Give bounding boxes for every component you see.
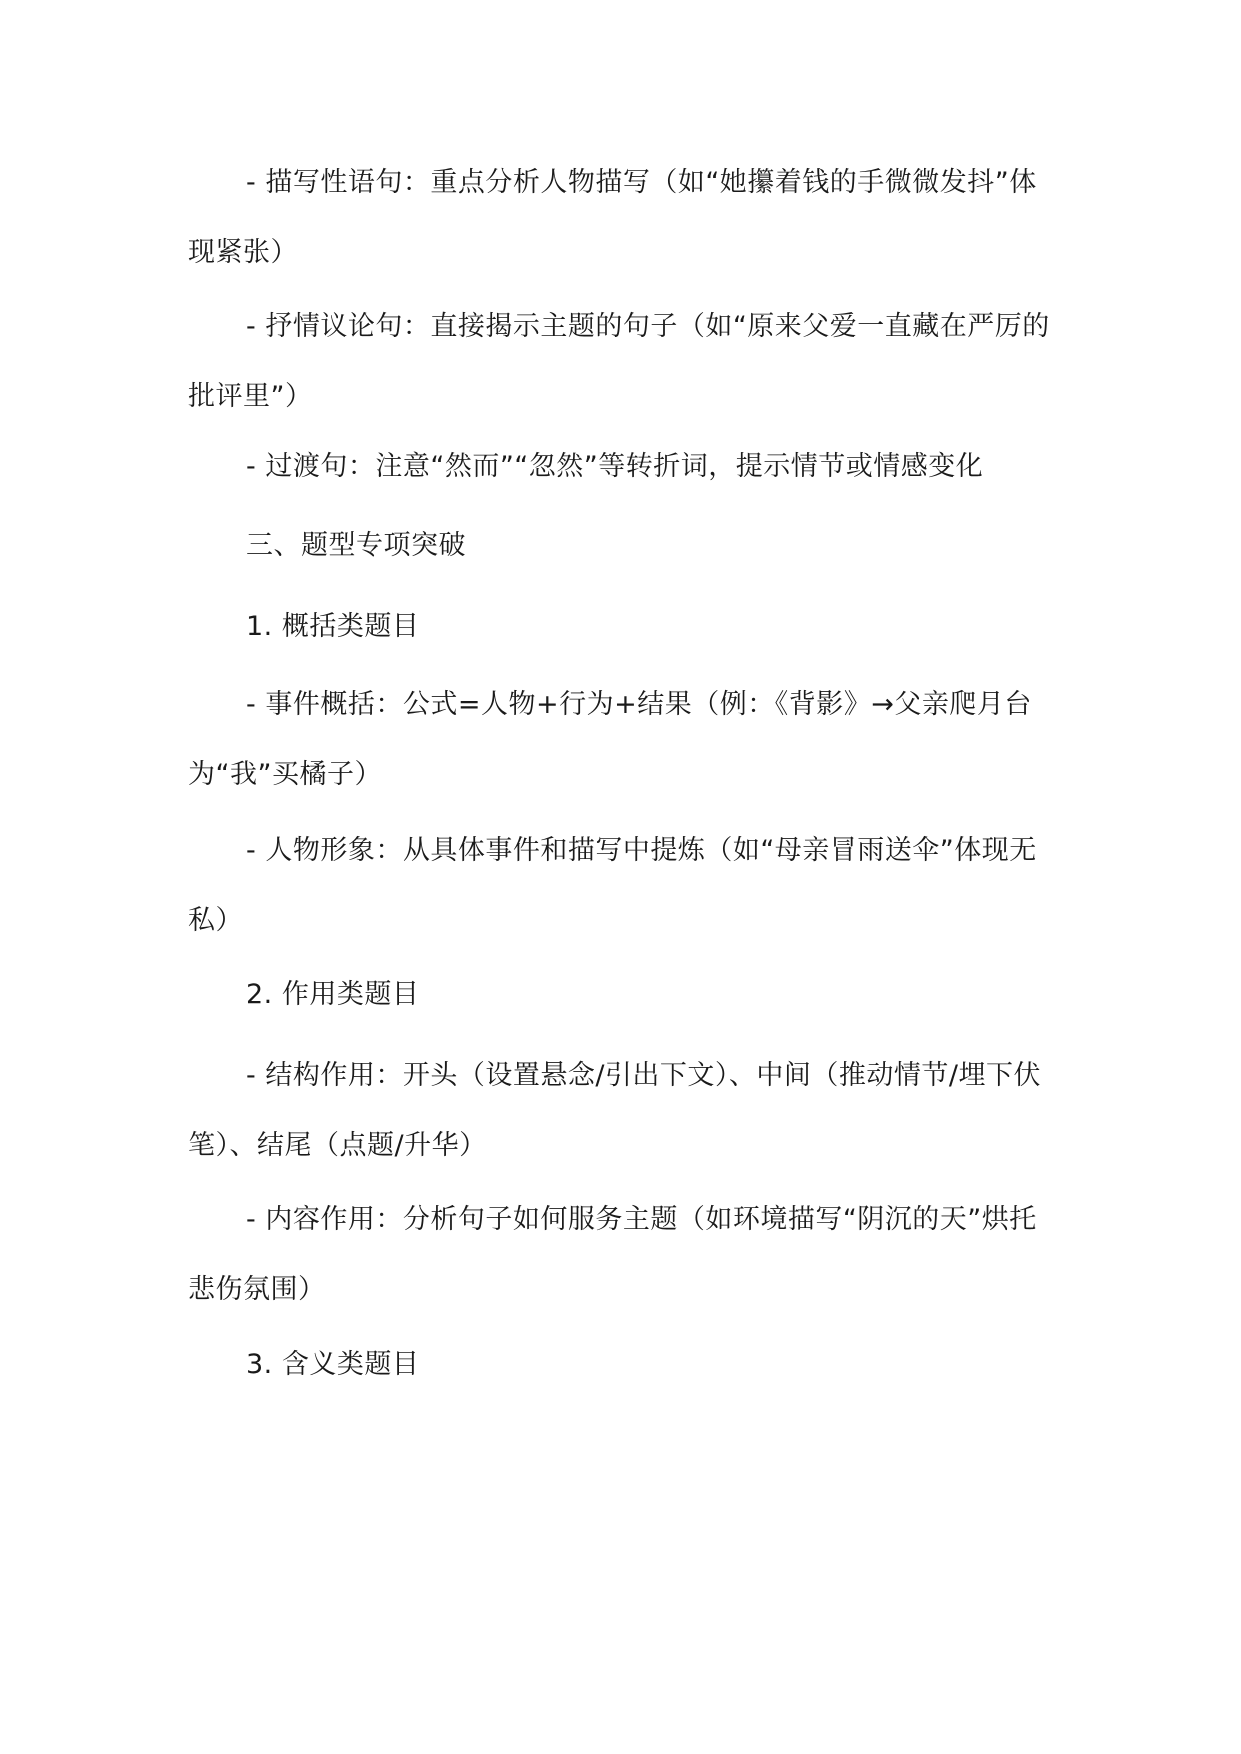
paragraph-lyrical-argumentative-sentence: - 抒情议论句：直接揭示主题的句子（如“原来父爱一直藏在严厉的批评里”）	[188, 311, 1050, 412]
paragraph-content-function: - 内容作用：分析句子如何服务主题（如环境描写“阴沉的天”烘托悲伤氛围）	[188, 1204, 1037, 1305]
paragraph-character-image: - 人物形象：从具体事件和描写中提炼（如“母亲冒雨送伞”体现无私）	[188, 835, 1037, 936]
subheading-meaning-questions: 3. 含义类题目	[246, 1349, 420, 1380]
subheading-function-questions: 2. 作用类题目	[246, 979, 420, 1010]
section-heading-question-types: 三、题型专项突破	[246, 530, 466, 561]
paragraph-structural-function: - 结构作用：开头（设置悬念/引出下文）、中间（推动情节/埋下伏笔）、结尾（点题/升华）	[188, 1060, 1042, 1161]
subheading-summary-questions: 1. 概括类题目	[246, 611, 420, 642]
paragraph-descriptive-sentence: - 描写性语句：重点分析人物描写（如“她攥着钱的手微微发抖”体现紧张）	[188, 167, 1037, 268]
paragraph-event-summary: - 事件概括：公式=人物+行为+结果（例：《背影》→父亲爬月台为“我”买橘子）	[188, 689, 1032, 790]
paragraph-transition-sentence: - 过渡句：注意“然而”“忽然”等转折词，提示情节或情感变化	[246, 451, 984, 482]
